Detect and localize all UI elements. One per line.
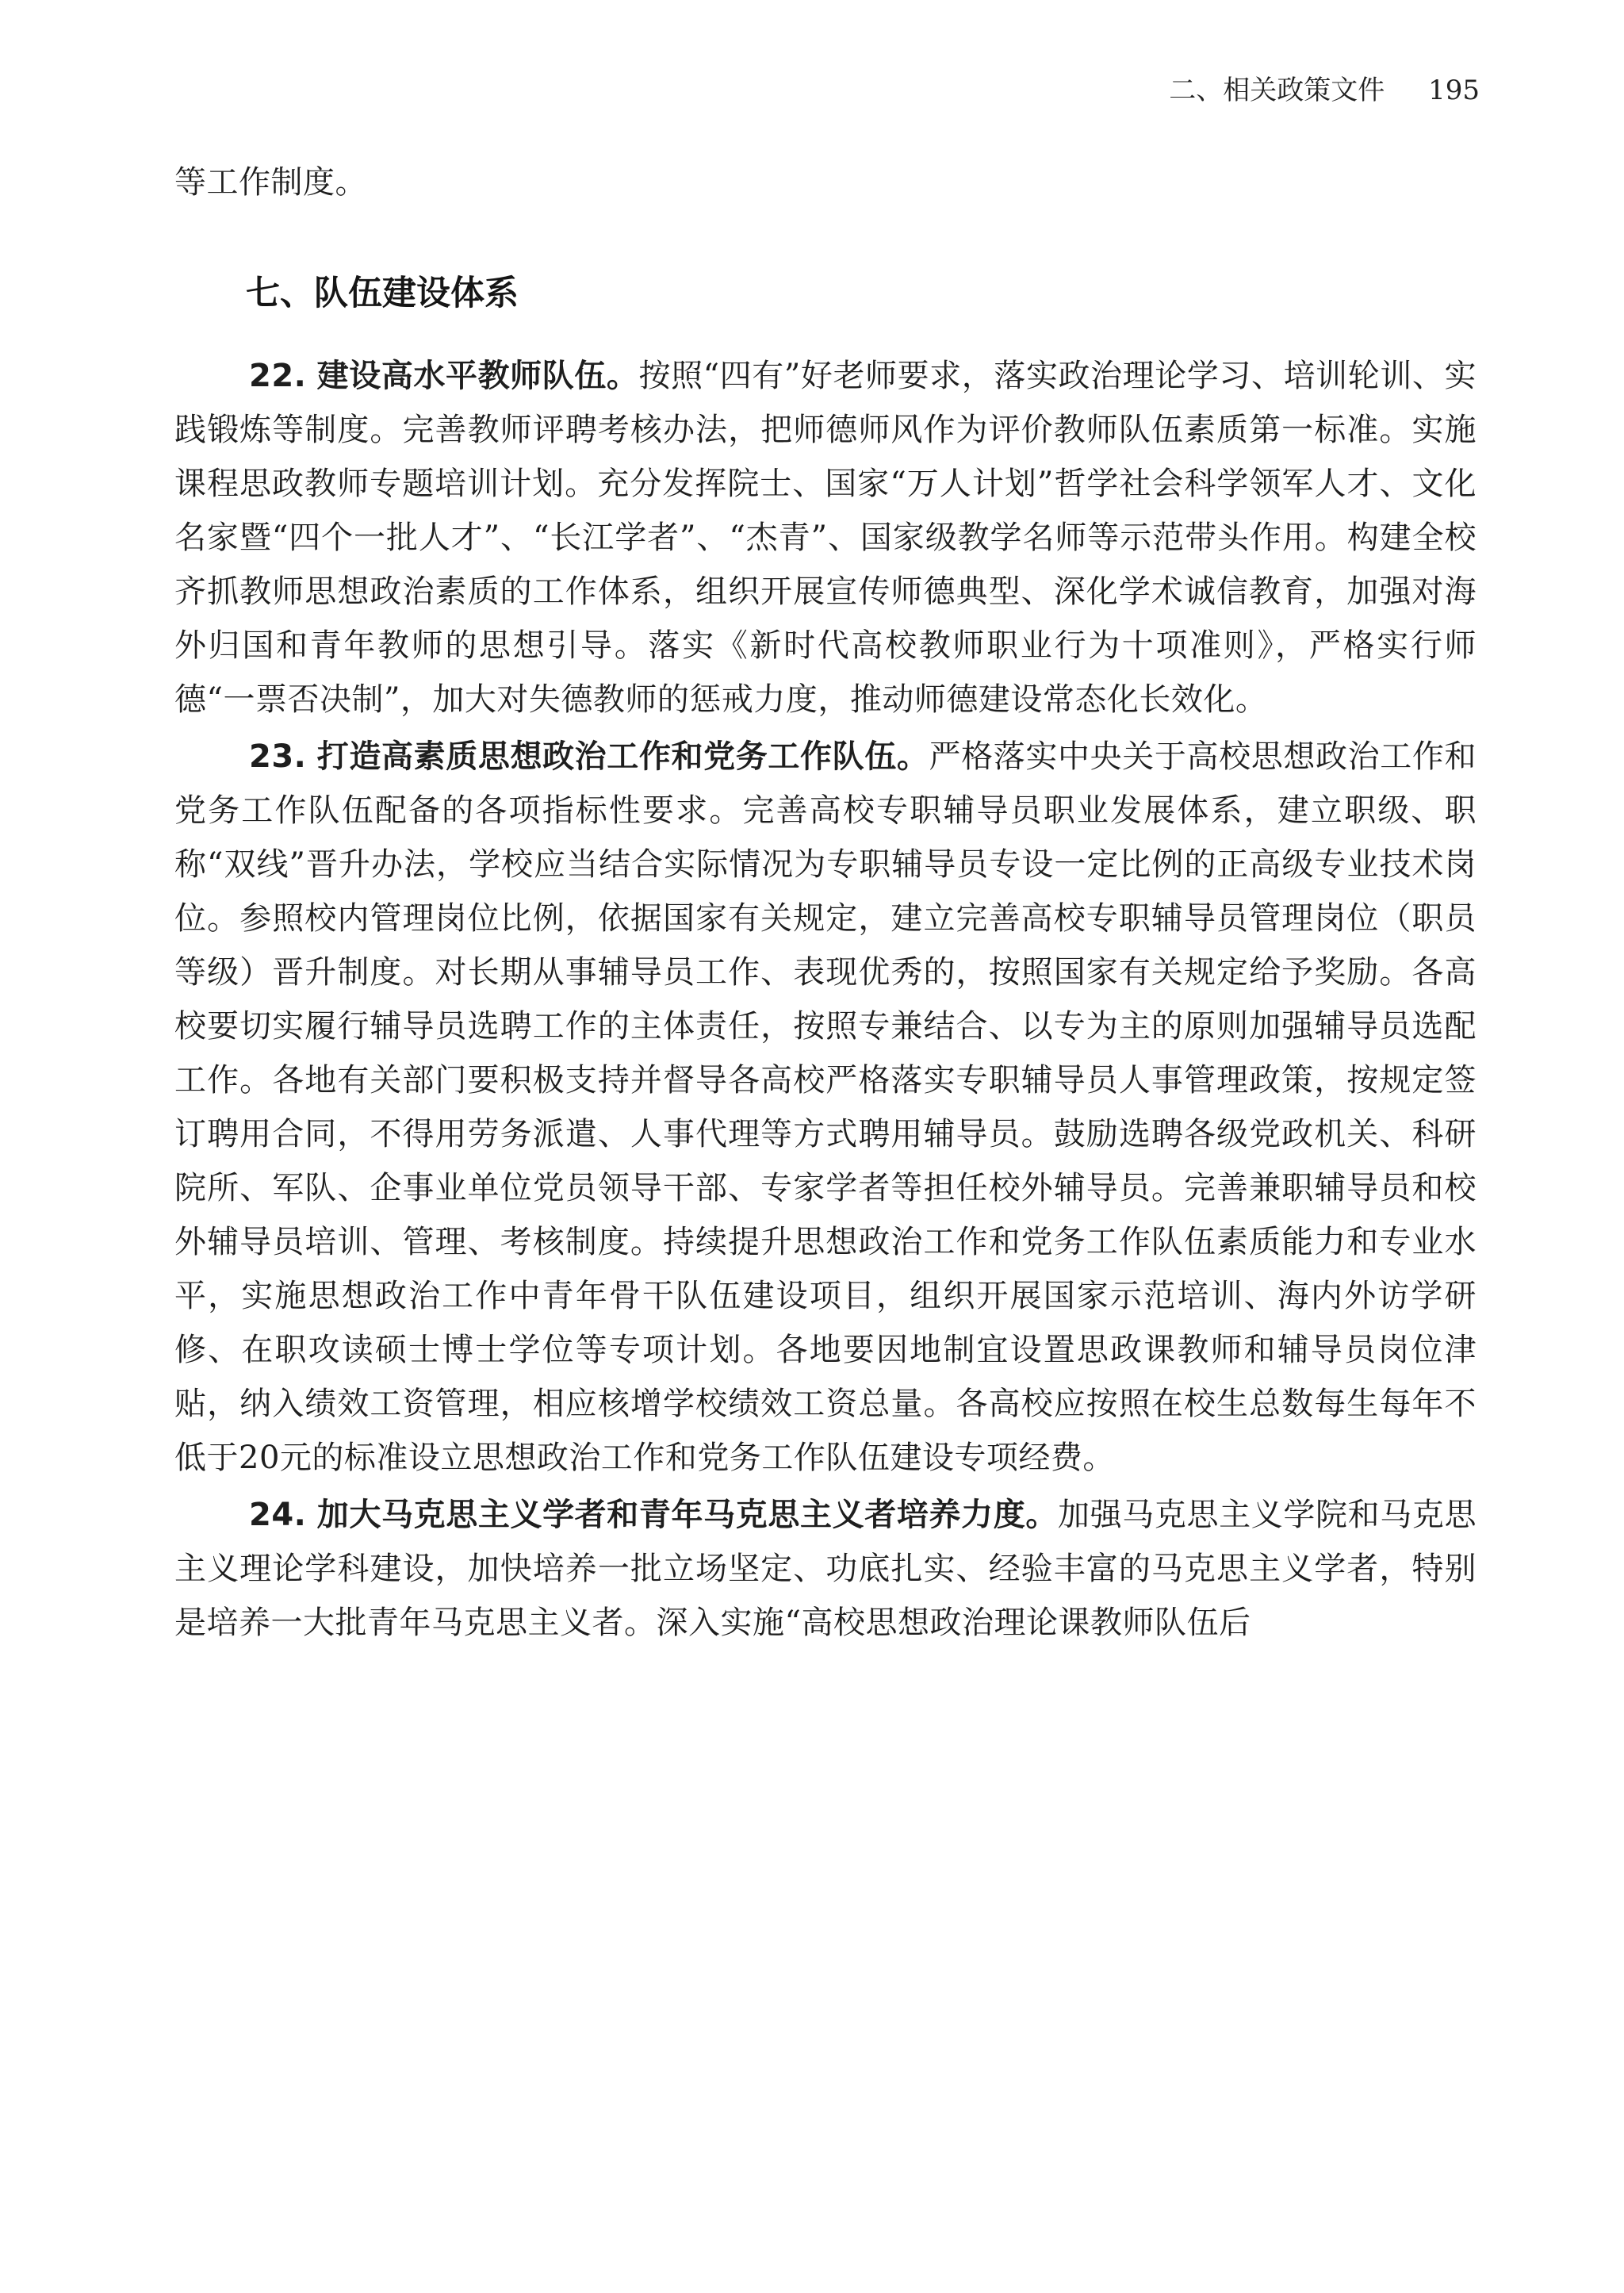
item-22-number: 22. [249, 358, 307, 394]
item-23-title: 打造高素质思想政治工作和党务工作队伍。 [316, 738, 929, 775]
page-body [174, 155, 1477, 1650]
item-22-title: 建设高水平教师队伍。 [316, 358, 639, 394]
item-24-text: 加强马克思主义学院和马克思主义理论学科建设，加快培养一批立场坚定、功底扎实、经验丰富的马克思主义学者，特别是培养一大批青年马克思主义者。深入实施“高校思想政治理论课教师队伍后 [174, 1497, 1477, 1641]
item-23 [174, 730, 1477, 1485]
item-22 [174, 349, 1477, 727]
item-23-text: 严格落实中央关于高校思想政治工作和党务工作队伍配备的各项指标性要求。完善高校专职辅导员职业发展体系，建立职级、职称“双线”晋升办法，学校应当结合实际情况为专职辅导员专设一定比例的正高级专业技术岗位。参照校内管理岗位比例，依据国家有关规定，建立完善高校专职辅导员管理岗位（职员等级）晋升制度。对长期从事辅导员工作、表现优秀的，按照国家有关规定给予奖励。各高校要切实履行辅导员选聘工作的主体责任，按照专兼结合、以专为主的原则加强辅导员选配工作。各地有关部门要积极支持并督导各高校严格落实专职辅导员人事管理政策，按规定签订聘用合同，不得用劳务派遣、人事代理等方式聘用辅导员。鼓励选聘各级党政机关、科研院所、军队、企事业单位党员领导干部、专家学者等担任校外辅导员。完善兼职辅导员和校外辅导员培训、管理、考核制度。持续提升思想政治工作和党务工作队伍素质能力和专业水平，实施思想政治工作中青年骨干队伍建设项目，组织开展国家示范培训、海内外访学研修、在职攻读硕士博士学位等专项计划。各地要因地制宜设置思政课教师和辅导员岗位津贴，纳入绩效工资管理，相应核增学校绩效工资总量。各高校应按照在校生总数每生每年不低于20元的标准设立思想政治工作和党务工作队伍建设专项经费。 [174, 738, 1477, 1476]
item-24 [174, 1488, 1477, 1650]
carry-over-text: 等工作制度。 [174, 164, 367, 201]
item-24-title: 加大马克思主义学者和青年马克思主义者培养力度。 [316, 1497, 1059, 1533]
item-22-text: 按照“四有”好老师要求，落实政治理论学习、培训轮训、实践锻炼等制度。完善教师评聘考核办法，把师德师风作为评价教师队伍素质第一标准。实施课程思政教师专题培训计划。充分发挥院士、国家“万人计划”哲学社会科学领军人才、文化名家暨“四个一批人才”、“长江学者”、“杰青”、国家级教学名师等示范带头作用。构建全校齐抓教师思想政治素质的工作体系，组织开展宣传师德典型、深化学术诚信教育，加强对海外归国和青年教师的思想引导。落实《新时代高校教师职业行为十项准则》，严格实行师德“一票否决制”，加大对失德教师的惩戒力度，推动师德建设常态化长效化。 [174, 358, 1477, 718]
page-number: 195 [1428, 75, 1480, 106]
section-heading: 七、队伍建设体系 [246, 274, 519, 313]
item-24-number: 24. [249, 1497, 307, 1533]
running-header [1169, 73, 1480, 108]
section-title: 二、相关政策文件 [1169, 75, 1385, 106]
item-23-number: 23. [249, 738, 307, 775]
